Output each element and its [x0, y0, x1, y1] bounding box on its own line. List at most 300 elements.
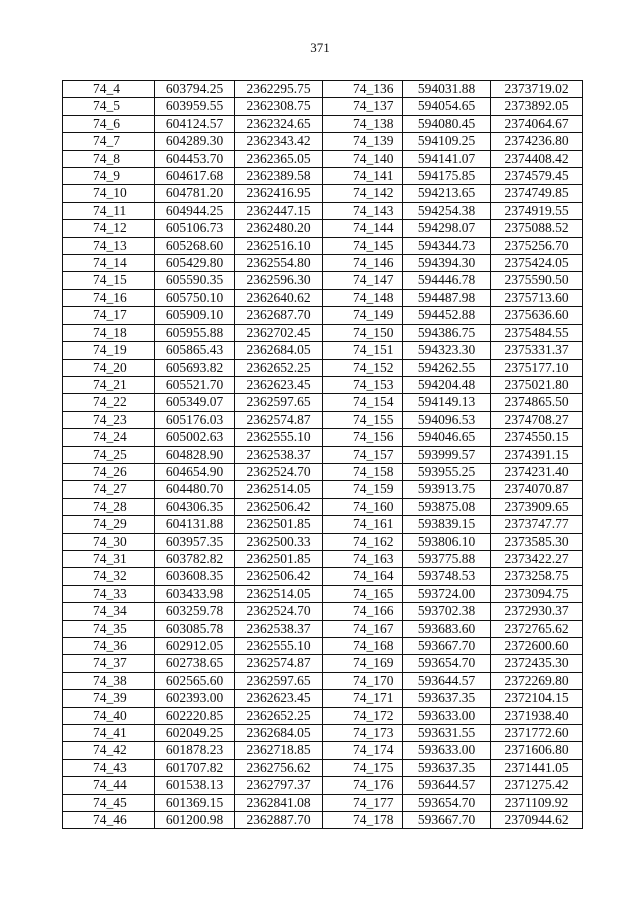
- y-coordinate-left: 2362574.87: [235, 411, 323, 428]
- y-coordinate-left: 2362623.45: [235, 690, 323, 707]
- point-id-right: 74_156: [323, 429, 403, 446]
- x-coordinate-right: 594149.13: [403, 394, 491, 411]
- y-coordinate-left: 2362416.95: [235, 185, 323, 202]
- table-row: [63, 342, 583, 359]
- x-coordinate-left: 605002.63: [155, 429, 235, 446]
- x-coordinate-right: 594109.25: [403, 133, 491, 150]
- y-coordinate-right: 2371606.80: [491, 742, 583, 759]
- table-row: [63, 777, 583, 794]
- y-coordinate-left: 2362389.58: [235, 168, 323, 185]
- point-id-left: 74_4: [63, 81, 155, 98]
- y-coordinate-left: 2362524.70: [235, 463, 323, 480]
- y-coordinate-left: 2362684.05: [235, 342, 323, 359]
- x-coordinate-right: 594394.30: [403, 255, 491, 272]
- point-id-left: 74_13: [63, 237, 155, 254]
- y-coordinate-right: 2374919.55: [491, 202, 583, 219]
- y-coordinate-right: 2373719.02: [491, 81, 583, 98]
- table-row: [63, 185, 583, 202]
- point-id-left: 74_38: [63, 672, 155, 689]
- table-row: [63, 98, 583, 115]
- table-row: [63, 133, 583, 150]
- x-coordinate-right: 594031.88: [403, 81, 491, 98]
- point-id-right: 74_178: [323, 812, 403, 829]
- x-coordinate-left: 602565.60: [155, 672, 235, 689]
- point-id-left: 74_6: [63, 115, 155, 132]
- point-id-right: 74_157: [323, 446, 403, 463]
- point-id-left: 74_18: [63, 324, 155, 341]
- x-coordinate-right: 593724.00: [403, 585, 491, 602]
- y-coordinate-left: 2362365.05: [235, 150, 323, 167]
- point-id-left: 74_37: [63, 655, 155, 672]
- point-id-right: 74_166: [323, 603, 403, 620]
- coordinates-table-body: [63, 81, 583, 829]
- y-coordinate-left: 2362538.37: [235, 446, 323, 463]
- x-coordinate-right: 593775.88: [403, 550, 491, 567]
- y-coordinate-right: 2374070.87: [491, 481, 583, 498]
- y-coordinate-right: 2372435.30: [491, 655, 583, 672]
- point-id-left: 74_16: [63, 289, 155, 306]
- table-row: [63, 324, 583, 341]
- x-coordinate-right: 593637.35: [403, 690, 491, 707]
- y-coordinate-right: 2375484.55: [491, 324, 583, 341]
- x-coordinate-left: 602912.05: [155, 638, 235, 655]
- x-coordinate-left: 601878.23: [155, 742, 235, 759]
- x-coordinate-right: 593667.70: [403, 638, 491, 655]
- y-coordinate-right: 2375021.80: [491, 376, 583, 393]
- x-coordinate-left: 605693.82: [155, 359, 235, 376]
- x-coordinate-left: 602049.25: [155, 725, 235, 742]
- x-coordinate-right: 594175.85: [403, 168, 491, 185]
- point-id-left: 74_45: [63, 794, 155, 811]
- x-coordinate-left: 604480.70: [155, 481, 235, 498]
- table-row: [63, 376, 583, 393]
- point-id-left: 74_7: [63, 133, 155, 150]
- x-coordinate-left: 605865.43: [155, 342, 235, 359]
- y-coordinate-left: 2362756.62: [235, 759, 323, 776]
- table-row: [63, 202, 583, 219]
- point-id-right: 74_158: [323, 463, 403, 480]
- y-coordinate-left: 2362797.37: [235, 777, 323, 794]
- point-id-right: 74_173: [323, 725, 403, 742]
- y-coordinate-left: 2362501.85: [235, 516, 323, 533]
- table-row: [63, 446, 583, 463]
- y-coordinate-right: 2371938.40: [491, 707, 583, 724]
- x-coordinate-right: 594213.65: [403, 185, 491, 202]
- point-id-left: 74_30: [63, 533, 155, 550]
- y-coordinate-right: 2374550.15: [491, 429, 583, 446]
- table-row: [63, 620, 583, 637]
- x-coordinate-right: 594141.07: [403, 150, 491, 167]
- point-id-right: 74_162: [323, 533, 403, 550]
- point-id-left: 74_42: [63, 742, 155, 759]
- y-coordinate-left: 2362324.65: [235, 115, 323, 132]
- x-coordinate-left: 601538.13: [155, 777, 235, 794]
- x-coordinate-right: 594487.98: [403, 289, 491, 306]
- x-coordinate-right: 593875.08: [403, 498, 491, 515]
- x-coordinate-left: 601369.15: [155, 794, 235, 811]
- table-row: [63, 359, 583, 376]
- point-id-left: 74_12: [63, 220, 155, 237]
- table-row: [63, 481, 583, 498]
- y-coordinate-left: 2362887.70: [235, 812, 323, 829]
- point-id-left: 74_33: [63, 585, 155, 602]
- x-coordinate-left: 603957.35: [155, 533, 235, 550]
- x-coordinate-right: 594344.73: [403, 237, 491, 254]
- x-coordinate-left: 604654.90: [155, 463, 235, 480]
- point-id-left: 74_25: [63, 446, 155, 463]
- y-coordinate-left: 2362555.10: [235, 429, 323, 446]
- point-id-left: 74_44: [63, 777, 155, 794]
- x-coordinate-right: 593702.38: [403, 603, 491, 620]
- table-row: [63, 707, 583, 724]
- point-id-right: 74_164: [323, 568, 403, 585]
- point-id-right: 74_170: [323, 672, 403, 689]
- y-coordinate-right: 2373747.77: [491, 516, 583, 533]
- point-id-right: 74_140: [323, 150, 403, 167]
- y-coordinate-left: 2362524.70: [235, 603, 323, 620]
- point-id-right: 74_142: [323, 185, 403, 202]
- point-id-right: 74_137: [323, 98, 403, 115]
- y-coordinate-left: 2362295.75: [235, 81, 323, 98]
- table-row: [63, 168, 583, 185]
- y-coordinate-left: 2362555.10: [235, 638, 323, 655]
- point-id-right: 74_154: [323, 394, 403, 411]
- point-id-left: 74_17: [63, 307, 155, 324]
- x-coordinate-right: 593806.10: [403, 533, 491, 550]
- table-row: [63, 812, 583, 829]
- x-coordinate-left: 605429.80: [155, 255, 235, 272]
- x-coordinate-left: 603794.25: [155, 81, 235, 98]
- x-coordinate-left: 604453.70: [155, 150, 235, 167]
- x-coordinate-left: 604781.20: [155, 185, 235, 202]
- x-coordinate-right: 593999.57: [403, 446, 491, 463]
- y-coordinate-right: 2373585.30: [491, 533, 583, 550]
- point-id-left: 74_8: [63, 150, 155, 167]
- y-coordinate-right: 2374579.45: [491, 168, 583, 185]
- y-coordinate-right: 2375177.10: [491, 359, 583, 376]
- y-coordinate-right: 2374408.42: [491, 150, 583, 167]
- x-coordinate-left: 604289.30: [155, 133, 235, 150]
- y-coordinate-right: 2375088.52: [491, 220, 583, 237]
- y-coordinate-right: 2371275.42: [491, 777, 583, 794]
- y-coordinate-right: 2375590.50: [491, 272, 583, 289]
- point-id-right: 74_141: [323, 168, 403, 185]
- y-coordinate-left: 2362447.15: [235, 202, 323, 219]
- point-id-left: 74_5: [63, 98, 155, 115]
- point-id-left: 74_39: [63, 690, 155, 707]
- y-coordinate-left: 2362684.05: [235, 725, 323, 742]
- point-id-right: 74_169: [323, 655, 403, 672]
- point-id-left: 74_46: [63, 812, 155, 829]
- point-id-right: 74_165: [323, 585, 403, 602]
- y-coordinate-right: 2372104.15: [491, 690, 583, 707]
- x-coordinate-left: 603259.78: [155, 603, 235, 620]
- point-id-right: 74_168: [323, 638, 403, 655]
- y-coordinate-left: 2362500.33: [235, 533, 323, 550]
- y-coordinate-left: 2362597.65: [235, 672, 323, 689]
- x-coordinate-right: 593654.70: [403, 655, 491, 672]
- point-id-left: 74_26: [63, 463, 155, 480]
- y-coordinate-left: 2362687.70: [235, 307, 323, 324]
- x-coordinate-right: 594046.65: [403, 429, 491, 446]
- x-coordinate-left: 602393.00: [155, 690, 235, 707]
- point-id-right: 74_148: [323, 289, 403, 306]
- y-coordinate-left: 2362506.42: [235, 568, 323, 585]
- x-coordinate-right: 593913.75: [403, 481, 491, 498]
- y-coordinate-left: 2362640.62: [235, 289, 323, 306]
- y-coordinate-right: 2372269.80: [491, 672, 583, 689]
- y-coordinate-left: 2362480.20: [235, 220, 323, 237]
- x-coordinate-left: 605521.70: [155, 376, 235, 393]
- x-coordinate-left: 603085.78: [155, 620, 235, 637]
- y-coordinate-right: 2374708.27: [491, 411, 583, 428]
- x-coordinate-right: 594254.38: [403, 202, 491, 219]
- y-coordinate-left: 2362623.45: [235, 376, 323, 393]
- table-row: [63, 672, 583, 689]
- point-id-right: 74_153: [323, 376, 403, 393]
- y-coordinate-left: 2362514.05: [235, 585, 323, 602]
- table-row: [63, 638, 583, 655]
- x-coordinate-left: 602738.65: [155, 655, 235, 672]
- point-id-right: 74_144: [323, 220, 403, 237]
- point-id-right: 74_172: [323, 707, 403, 724]
- x-coordinate-right: 594446.78: [403, 272, 491, 289]
- x-coordinate-right: 593667.70: [403, 812, 491, 829]
- y-coordinate-right: 2375713.60: [491, 289, 583, 306]
- point-id-left: 74_28: [63, 498, 155, 515]
- point-id-left: 74_14: [63, 255, 155, 272]
- y-coordinate-right: 2375331.37: [491, 342, 583, 359]
- point-id-left: 74_34: [63, 603, 155, 620]
- y-coordinate-right: 2373892.05: [491, 98, 583, 115]
- y-coordinate-left: 2362554.80: [235, 255, 323, 272]
- point-id-right: 74_163: [323, 550, 403, 567]
- table-row: [63, 568, 583, 585]
- table-row: [63, 498, 583, 515]
- y-coordinate-left: 2362652.25: [235, 359, 323, 376]
- point-id-left: 74_32: [63, 568, 155, 585]
- x-coordinate-left: 605268.60: [155, 237, 235, 254]
- point-id-left: 74_19: [63, 342, 155, 359]
- x-coordinate-left: 605590.35: [155, 272, 235, 289]
- x-coordinate-right: 594262.55: [403, 359, 491, 376]
- point-id-right: 74_143: [323, 202, 403, 219]
- table-row: [63, 272, 583, 289]
- point-id-right: 74_177: [323, 794, 403, 811]
- x-coordinate-right: 594452.88: [403, 307, 491, 324]
- x-coordinate-left: 604828.90: [155, 446, 235, 463]
- point-id-left: 74_40: [63, 707, 155, 724]
- y-coordinate-right: 2374231.40: [491, 463, 583, 480]
- x-coordinate-right: 593654.70: [403, 794, 491, 811]
- point-id-right: 74_152: [323, 359, 403, 376]
- point-id-right: 74_139: [323, 133, 403, 150]
- x-coordinate-left: 604944.25: [155, 202, 235, 219]
- point-id-left: 74_22: [63, 394, 155, 411]
- table-row: [63, 533, 583, 550]
- point-id-left: 74_41: [63, 725, 155, 742]
- x-coordinate-left: 605106.73: [155, 220, 235, 237]
- x-coordinate-right: 593637.35: [403, 759, 491, 776]
- point-id-right: 74_138: [323, 115, 403, 132]
- point-id-left: 74_9: [63, 168, 155, 185]
- point-id-left: 74_10: [63, 185, 155, 202]
- table-row: [63, 759, 583, 776]
- point-id-right: 74_155: [323, 411, 403, 428]
- y-coordinate-left: 2362343.42: [235, 133, 323, 150]
- y-coordinate-left: 2362718.85: [235, 742, 323, 759]
- point-id-left: 74_43: [63, 759, 155, 776]
- y-coordinate-right: 2375256.70: [491, 237, 583, 254]
- point-id-right: 74_147: [323, 272, 403, 289]
- point-id-left: 74_36: [63, 638, 155, 655]
- x-coordinate-right: 593644.57: [403, 777, 491, 794]
- table-row: [63, 394, 583, 411]
- y-coordinate-left: 2362841.08: [235, 794, 323, 811]
- x-coordinate-right: 594080.45: [403, 115, 491, 132]
- table-row: [63, 115, 583, 132]
- x-coordinate-left: 605909.10: [155, 307, 235, 324]
- x-coordinate-left: 605349.07: [155, 394, 235, 411]
- y-coordinate-right: 2373094.75: [491, 585, 583, 602]
- table-row: [63, 585, 583, 602]
- x-coordinate-left: 603959.55: [155, 98, 235, 115]
- page-number: 371: [310, 40, 330, 55]
- y-coordinate-right: 2372930.37: [491, 603, 583, 620]
- x-coordinate-right: 593633.00: [403, 707, 491, 724]
- table-row: [63, 255, 583, 272]
- x-coordinate-left: 603608.35: [155, 568, 235, 585]
- y-coordinate-right: 2374749.85: [491, 185, 583, 202]
- table-row: [63, 794, 583, 811]
- y-coordinate-right: 2372600.60: [491, 638, 583, 655]
- x-coordinate-right: 594323.30: [403, 342, 491, 359]
- x-coordinate-left: 605750.10: [155, 289, 235, 306]
- x-coordinate-right: 593633.00: [403, 742, 491, 759]
- x-coordinate-right: 593839.15: [403, 516, 491, 533]
- y-coordinate-left: 2362597.65: [235, 394, 323, 411]
- table-row: [63, 150, 583, 167]
- y-coordinate-right: 2375424.05: [491, 255, 583, 272]
- x-coordinate-right: 593683.60: [403, 620, 491, 637]
- table-row: [63, 429, 583, 446]
- y-coordinate-right: 2374391.15: [491, 446, 583, 463]
- point-id-right: 74_167: [323, 620, 403, 637]
- point-id-left: 74_11: [63, 202, 155, 219]
- coordinates-table: [62, 80, 583, 829]
- table-row: [63, 655, 583, 672]
- y-coordinate-left: 2362596.30: [235, 272, 323, 289]
- table-row: [63, 463, 583, 480]
- table-row: [63, 220, 583, 237]
- x-coordinate-right: 594204.48: [403, 376, 491, 393]
- table-row: [63, 603, 583, 620]
- y-coordinate-right: 2373909.65: [491, 498, 583, 515]
- point-id-left: 74_29: [63, 516, 155, 533]
- x-coordinate-left: 604131.88: [155, 516, 235, 533]
- y-coordinate-left: 2362574.87: [235, 655, 323, 672]
- y-coordinate-left: 2362506.42: [235, 498, 323, 515]
- y-coordinate-right: 2374865.50: [491, 394, 583, 411]
- table-row: [63, 516, 583, 533]
- x-coordinate-left: 603782.82: [155, 550, 235, 567]
- x-coordinate-right: 594096.53: [403, 411, 491, 428]
- point-id-right: 74_149: [323, 307, 403, 324]
- x-coordinate-right: 594386.75: [403, 324, 491, 341]
- y-coordinate-left: 2362652.25: [235, 707, 323, 724]
- table-row: [63, 742, 583, 759]
- x-coordinate-right: 593644.57: [403, 672, 491, 689]
- x-coordinate-left: 605955.88: [155, 324, 235, 341]
- point-id-right: 74_151: [323, 342, 403, 359]
- y-coordinate-right: 2370944.62: [491, 812, 583, 829]
- point-id-left: 74_24: [63, 429, 155, 446]
- point-id-left: 74_21: [63, 376, 155, 393]
- x-coordinate-right: 593955.25: [403, 463, 491, 480]
- x-coordinate-left: 605176.03: [155, 411, 235, 428]
- x-coordinate-right: 593748.53: [403, 568, 491, 585]
- table-row: [63, 289, 583, 306]
- x-coordinate-right: 594054.65: [403, 98, 491, 115]
- point-id-left: 74_15: [63, 272, 155, 289]
- x-coordinate-right: 594298.07: [403, 220, 491, 237]
- x-coordinate-left: 603433.98: [155, 585, 235, 602]
- y-coordinate-left: 2362516.10: [235, 237, 323, 254]
- y-coordinate-right: 2374064.67: [491, 115, 583, 132]
- table-row: [63, 411, 583, 428]
- point-id-left: 74_27: [63, 481, 155, 498]
- y-coordinate-right: 2373258.75: [491, 568, 583, 585]
- x-coordinate-right: 593631.55: [403, 725, 491, 742]
- y-coordinate-right: 2371772.60: [491, 725, 583, 742]
- point-id-left: 74_20: [63, 359, 155, 376]
- x-coordinate-left: 602220.85: [155, 707, 235, 724]
- x-coordinate-left: 604124.57: [155, 115, 235, 132]
- table-row: [63, 690, 583, 707]
- point-id-right: 74_176: [323, 777, 403, 794]
- x-coordinate-left: 604306.35: [155, 498, 235, 515]
- x-coordinate-left: 601707.82: [155, 759, 235, 776]
- y-coordinate-right: 2375636.60: [491, 307, 583, 324]
- table-row: [63, 237, 583, 254]
- point-id-right: 74_174: [323, 742, 403, 759]
- point-id-right: 74_150: [323, 324, 403, 341]
- point-id-right: 74_175: [323, 759, 403, 776]
- y-coordinate-left: 2362501.85: [235, 550, 323, 567]
- point-id-right: 74_161: [323, 516, 403, 533]
- y-coordinate-left: 2362514.05: [235, 481, 323, 498]
- point-id-right: 74_159: [323, 481, 403, 498]
- point-id-right: 74_146: [323, 255, 403, 272]
- point-id-right: 74_171: [323, 690, 403, 707]
- table-row: [63, 81, 583, 98]
- point-id-left: 74_31: [63, 550, 155, 567]
- y-coordinate-left: 2362702.45: [235, 324, 323, 341]
- y-coordinate-right: 2371441.05: [491, 759, 583, 776]
- y-coordinate-right: 2372765.62: [491, 620, 583, 637]
- x-coordinate-left: 604617.68: [155, 168, 235, 185]
- y-coordinate-right: 2374236.80: [491, 133, 583, 150]
- point-id-right: 74_136: [323, 81, 403, 98]
- table-row: [63, 725, 583, 742]
- point-id-left: 74_35: [63, 620, 155, 637]
- y-coordinate-right: 2373422.27: [491, 550, 583, 567]
- y-coordinate-left: 2362308.75: [235, 98, 323, 115]
- table-row: [63, 550, 583, 567]
- y-coordinate-right: 2371109.92: [491, 794, 583, 811]
- point-id-right: 74_160: [323, 498, 403, 515]
- x-coordinate-left: 601200.98: [155, 812, 235, 829]
